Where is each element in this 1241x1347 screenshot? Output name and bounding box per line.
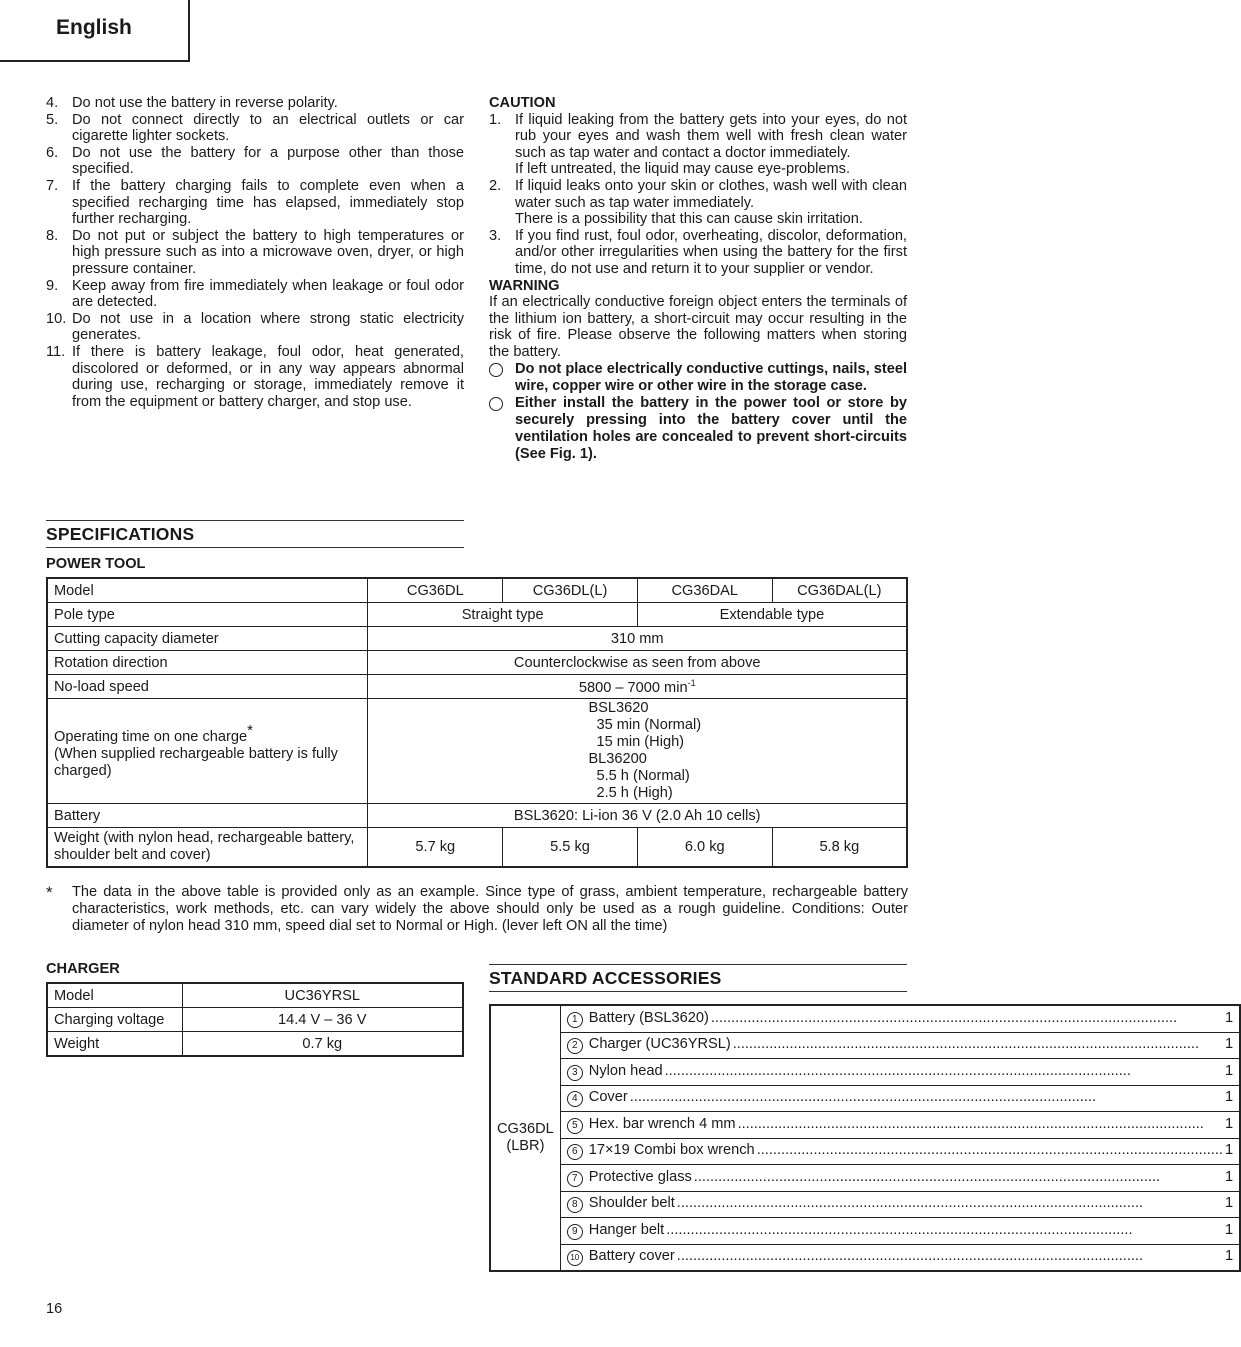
table-row: [47, 578, 907, 603]
language-label: English: [56, 16, 132, 39]
dot-leader: [677, 1195, 1223, 1211]
row-label: Model: [47, 578, 368, 603]
model-cell: CG36DAL(L): [772, 578, 907, 603]
charger-spec-table: [46, 982, 464, 1057]
number-circle-icon: 5: [567, 1118, 583, 1134]
cutting-value-cell: 310 mm: [368, 627, 907, 651]
table-row: [47, 699, 907, 804]
number-circle-icon: 3: [567, 1065, 583, 1081]
number-circle-icon: 10: [567, 1250, 583, 1266]
caution-warning-section: [489, 95, 907, 463]
language-tab: [0, 0, 190, 62]
pole-straight-cell: Straight type: [368, 603, 637, 627]
table-row: [490, 1112, 1240, 1139]
caution-item: 3. If you find rust, foul odor, overheating, discolor, deformation, and/or other irregularities when using the battery for the first time, do not use and return it to your supplier or vendor.: [489, 227, 907, 277]
table-row: [490, 1218, 1240, 1245]
dot-leader: [666, 1222, 1223, 1238]
row-label: Battery: [47, 804, 368, 828]
table-row: [47, 603, 907, 627]
table-row: [490, 1085, 1240, 1112]
accessories-title: STANDARD ACCESSORIES: [489, 968, 722, 988]
battery-precautions-list: [46, 95, 464, 410]
caution-item: 1. If liquid leaking from the battery gets into your eyes, do not rub your eyes and wash them well with fresh clean water such as tap water and contact a doctor immediately. If left untreated, the liquid may cause eye-problems.: [489, 111, 907, 178]
spec-footnote: * The data in the above table is provided only as an example. Since type of grass, ambient temperature, rechargeable battery characteristics, work methods, etc. can vary widely the above should only be used as a rough guideline. Conditions: Outer diameter of nylon head 310 mm, speed dial set to Normal or High. (lever left ON all the time): [46, 883, 908, 934]
accessory-item: 2 Charger (UC36YRSL) ..... 1: [560, 1032, 1240, 1059]
dot-leader: [711, 1010, 1223, 1026]
power-tool-title: POWER TOOL: [46, 556, 146, 572]
accessory-item: 5 Hex. bar wrench 4 mm ..... 1: [560, 1112, 1240, 1139]
row-label: No-load speed: [47, 675, 368, 699]
table-row: Charging voltage 14.4 V – 36 V: [47, 1008, 463, 1032]
table-row: [47, 675, 907, 699]
dot-leader: [677, 1248, 1223, 1264]
model-cell: CG36DL: [368, 578, 503, 603]
table-row: [47, 651, 907, 675]
list-item: 4. Do not use the battery in reverse polarity.: [46, 95, 338, 111]
accessory-item: 7 Protective glass ..... 1: [560, 1165, 1240, 1192]
table-row: [490, 1191, 1240, 1218]
number-circle-icon: 9: [567, 1224, 583, 1240]
table-row: [490, 1244, 1240, 1271]
pole-extendable-cell: Extendable type: [637, 603, 907, 627]
warning-text: If an electrically conductive foreign object enters the terminals of the lithium ion battery, a short-circuit may occur resulting in the risk of fire. Please observe the following matters when storing the battery.: [489, 294, 907, 360]
weight-cell: 5.5 kg: [503, 828, 638, 868]
table-row: [490, 1138, 1240, 1165]
weight-cell: 5.8 kg: [772, 828, 907, 868]
divider: [489, 991, 907, 992]
accessory-item: 4 Cover ..... 1: [560, 1085, 1240, 1112]
dot-leader: [738, 1116, 1223, 1132]
dot-leader: [757, 1142, 1223, 1158]
page-number: 16: [46, 1301, 63, 1317]
power-tool-spec-table: [46, 577, 908, 868]
warning-bullet: Either install the battery in the power tool or store by securely pressing into the battery cover until the ventilation holes are concealed to prevent short-circuits (See Fig. 1).: [489, 395, 907, 463]
charger-title: CHARGER: [46, 961, 120, 977]
accessory-item: 8 Shoulder belt ..... 1: [560, 1191, 1240, 1218]
accessory-item: 6 17×19 Combi box wrench ..... 1: [560, 1138, 1240, 1165]
list-item: 10. Do not use in a location where strong static electricity generates.: [46, 310, 464, 344]
table-row: [47, 627, 907, 651]
number-circle-icon: 8: [567, 1197, 583, 1213]
list-item: 9. Keep away from fire immediately when leakage or foul odor are detected.: [46, 277, 464, 311]
table-row: Weight 0.7 kg: [47, 1032, 463, 1057]
accessory-item: 1 Battery (BSL3620) ..... 1: [560, 1005, 1240, 1032]
row-label: Rotation direction: [47, 651, 368, 675]
dot-leader: [694, 1169, 1223, 1185]
accessory-item: 9 Hanger belt ..... 1: [560, 1218, 1240, 1245]
list-item: 11. If there is battery leakage, foul odor, heat generated, discolored or deformed, or in any way appears abnormal during use, recharging or storage, immediately remove it from the equipment or battery charger, and stop use.: [46, 343, 464, 410]
number-circle-icon: 7: [567, 1171, 583, 1187]
table-row: [490, 1032, 1240, 1059]
operating-time-cell: BSL3620 35 min (Normal) 15 min (High) BL36200 5.5 h (Normal) 2.5 h (High): [368, 699, 907, 804]
table-row: [47, 828, 907, 868]
table-row: [490, 1165, 1240, 1192]
accessories-table: [489, 1004, 1241, 1272]
list-item: 5. Do not connect directly to an electrical outlets or car cigarette lighter sockets.: [46, 111, 464, 145]
dot-leader: [630, 1089, 1223, 1105]
row-label: Operating time on one charge* (When supplied rechargeable battery is fully charged): [47, 699, 368, 804]
warning-heading: WARNING: [489, 277, 560, 294]
warning-bullet: Do not place electrically conductive cuttings, nails, steel wire, copper wire or other wire in the storage case.: [489, 361, 907, 395]
dot-leader: [665, 1063, 1223, 1079]
table-row: [490, 1005, 1240, 1032]
table-row: [47, 804, 907, 828]
battery-value-cell: BSL3620: Li-ion 36 V (2.0 Ah 10 cells): [368, 804, 907, 828]
number-circle-icon: 1: [567, 1012, 583, 1028]
rotation-value-cell: Counterclockwise as seen from above: [368, 651, 907, 675]
number-circle-icon: 6: [567, 1144, 583, 1160]
number-circle-icon: 2: [567, 1038, 583, 1054]
weight-cell: 6.0 kg: [637, 828, 772, 868]
model-cell: CG36DL(L): [503, 578, 638, 603]
model-cell: CG36DAL: [637, 578, 772, 603]
row-label: Weight (with nylon head, rechargeable battery, shoulder belt and cover): [47, 828, 368, 868]
table-row: Model UC36YRSL: [47, 983, 463, 1008]
caution-item: 2. If liquid leaks onto your skin or clothes, wash well with clean water such as tap water immediately. There is a possibility that this can cause skin irritation.: [489, 177, 907, 228]
divider: [46, 547, 464, 548]
specifications-title: SPECIFICATIONS: [46, 524, 195, 544]
list-item: 6. Do not use the battery for a purpose other than those specified.: [46, 144, 464, 178]
list-item: 7. If the battery charging fails to complete even when a specified recharging time has elapsed, immediately stop further recharging.: [46, 177, 464, 228]
table-row: [490, 1059, 1240, 1086]
accessory-model-cell: CG36DL (LBR): [490, 1005, 560, 1271]
noload-value-cell: 5800 – 7000 $\min^{-1}$: [368, 675, 907, 699]
weight-cell: 5.7 kg: [368, 828, 503, 868]
circle-bullet-icon: [489, 397, 503, 411]
list-item: 8. Do not put or subject the battery to high temperatures or high pressure such as into a microwave oven, dryer, or high pressure container.: [46, 227, 464, 277]
accessory-item: 10 Battery cover ..... 1: [560, 1244, 1240, 1271]
number-circle-icon: 4: [567, 1091, 583, 1107]
accessory-item: 3 Nylon head ..... 1: [560, 1059, 1240, 1086]
dot-leader: [733, 1036, 1223, 1052]
divider: [489, 964, 907, 965]
row-label: Pole type: [47, 603, 368, 627]
row-label: Cutting capacity diameter: [47, 627, 368, 651]
caution-heading: CAUTION: [489, 95, 556, 111]
divider: [46, 520, 464, 521]
circle-bullet-icon: [489, 363, 503, 377]
